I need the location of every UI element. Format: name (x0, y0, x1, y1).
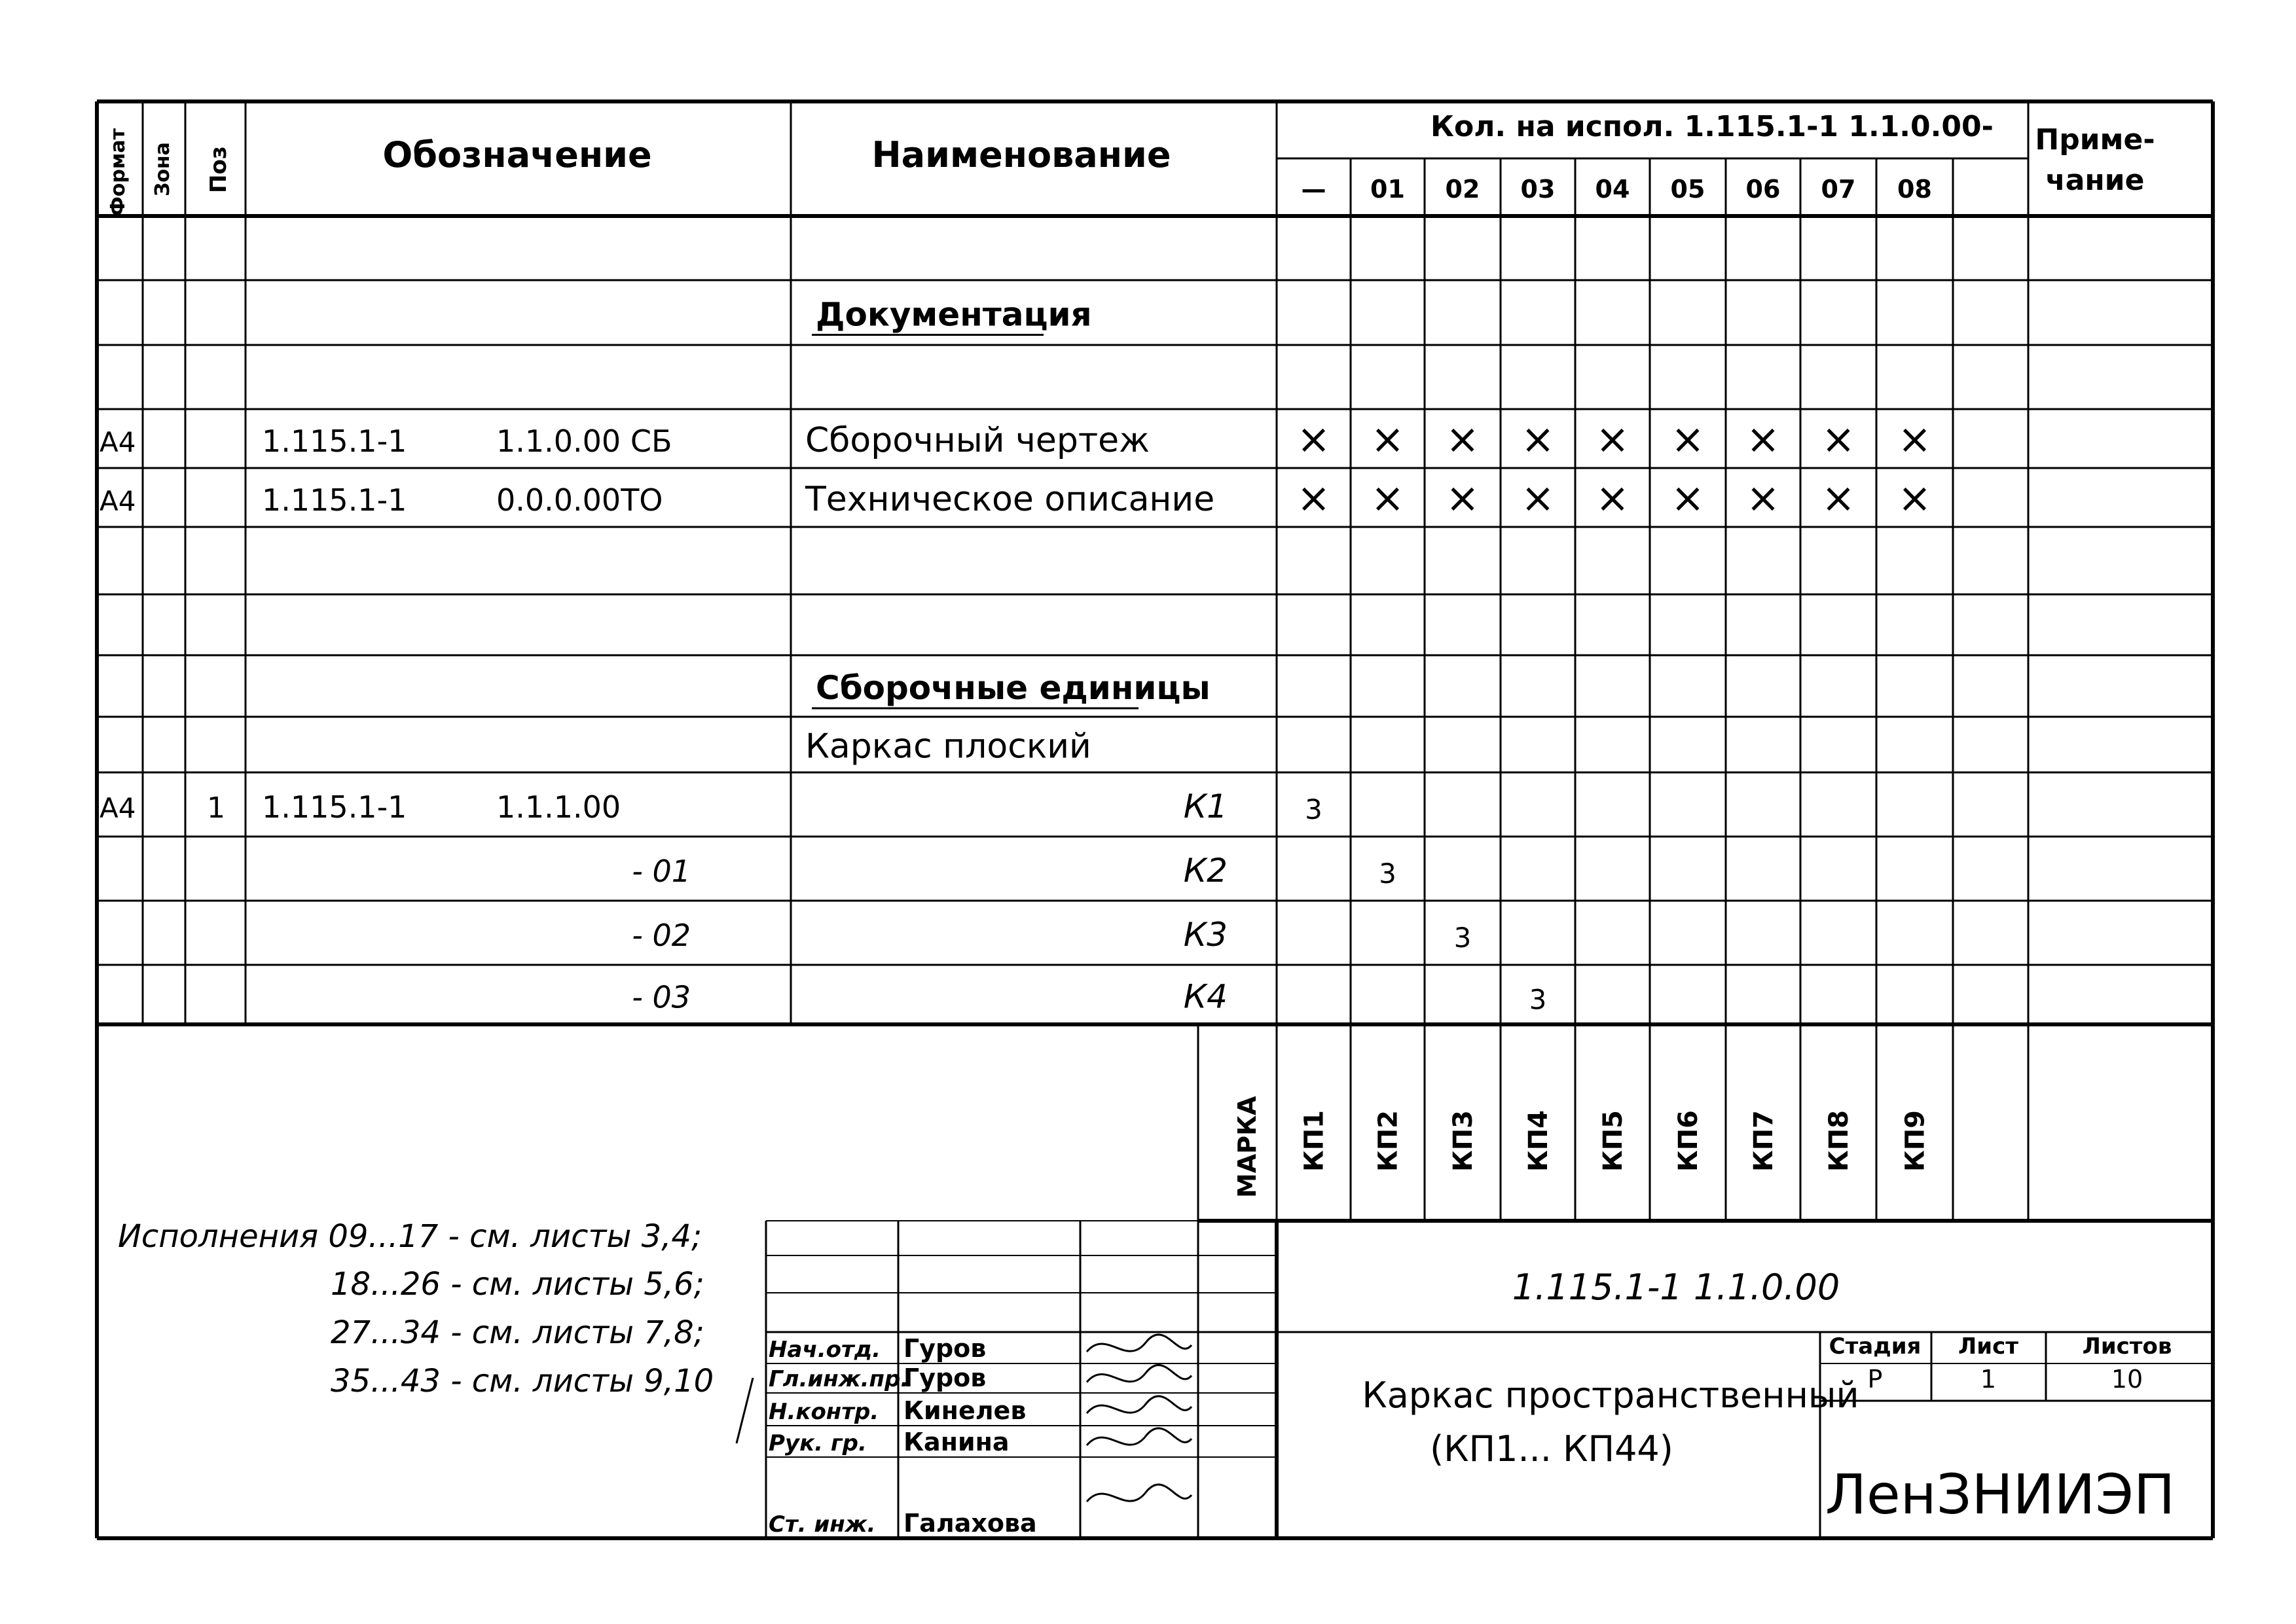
row-designation-suffix: - 02 (632, 918, 691, 953)
qty-value: × (1296, 415, 1331, 463)
header-format: Формат (107, 128, 130, 216)
stage-value: Р (1867, 1365, 1883, 1394)
signature-role: Н.контр. (769, 1399, 879, 1425)
note-line-2: 18...26 - см. листы 5,6; (331, 1266, 704, 1303)
mark-value: КП8 (1824, 1110, 1854, 1172)
variant-header: 02 (1445, 175, 1480, 204)
signature-block (769, 1334, 1192, 1538)
signature-name: Канина (903, 1428, 1010, 1456)
variant-header: 04 (1595, 175, 1630, 204)
note-line-1: Исполнения 09...17 - см. листы 3,4; (118, 1218, 702, 1255)
signature-role: Нач.отд. (769, 1337, 881, 1363)
row-designation-suffix: 1.1.0.00 СБ (496, 424, 672, 459)
handwritten-signature (1087, 1396, 1192, 1413)
qty-value: × (1671, 415, 1705, 463)
note-line-4: 35...43 - см. листы 9,10 (331, 1363, 714, 1399)
handwritten-signature (1087, 1365, 1192, 1382)
mark-value: КП7 (1749, 1110, 1779, 1172)
margin-stroke (737, 1378, 753, 1443)
qty-value: × (1296, 474, 1331, 522)
section-heading: Сборочные единицы (816, 669, 1211, 707)
table-header (107, 110, 2155, 216)
variant-header: — (1301, 175, 1326, 204)
qty-value: × (1671, 474, 1705, 522)
mark-value: КП2 (1373, 1110, 1404, 1172)
row-name: К4 (1183, 977, 1228, 1016)
mark-value: КП6 (1673, 1110, 1704, 1172)
header-pos: Поз (206, 146, 232, 193)
signature-role: Ст. инж. (769, 1511, 876, 1538)
row-designation-suffix: - 01 (632, 854, 691, 889)
row-name: К3 (1183, 916, 1228, 954)
variant-header: 08 (1897, 175, 1932, 204)
mark-value: КП5 (1598, 1110, 1628, 1172)
qty-value: × (1521, 415, 1555, 463)
qty-value: × (1446, 415, 1480, 463)
row-name: К1 (1183, 787, 1228, 825)
header-qty-title: Кол. на испол. 1.115.1-1 1.1.0.00- (1430, 110, 1994, 143)
qty-value: 3 (1529, 983, 1547, 1016)
sheets-label: Листов (2082, 1333, 2172, 1360)
qty-value: × (1446, 474, 1480, 522)
row-format: А4 (100, 426, 136, 458)
signature-name: Гуров (903, 1334, 987, 1363)
qty-value: × (1370, 415, 1405, 463)
row-designation: 1.115.1-1 (262, 482, 407, 518)
qty-value: × (1370, 474, 1405, 522)
row-designation: 1.115.1-1 (262, 424, 407, 459)
sheet-value: 1 (1980, 1365, 1997, 1394)
qty-value: 3 (1453, 922, 1472, 954)
qty-value: × (1746, 474, 1780, 522)
handwritten-signature (1087, 1485, 1192, 1502)
note-line-3: 27...34 - см. листы 7,8; (331, 1314, 704, 1351)
mark-value: КП3 (1448, 1110, 1478, 1172)
row-name: Сборочный чертеж (805, 421, 1150, 460)
variant-header: 01 (1370, 175, 1405, 204)
row-name: К2 (1183, 852, 1228, 890)
qty-value: 3 (1305, 793, 1322, 825)
signature-name: Гуров (903, 1363, 987, 1392)
signature-name: Галахова (903, 1509, 1037, 1538)
doc-number: 1.115.1-1 1.1.0.00 (1512, 1267, 1840, 1308)
mark-value: КП9 (1900, 1110, 1931, 1172)
header-designation: Обозначение (382, 134, 652, 175)
header-name: Наименование (871, 134, 1171, 175)
qty-value: × (1897, 415, 1932, 463)
row-designation: 1.115.1-1 (262, 789, 407, 825)
sheets-value: 10 (2111, 1365, 2143, 1394)
section-heading: Документация (816, 295, 1092, 334)
signature-name: Кинелев (903, 1396, 1027, 1425)
marks-label: МАРКА (1233, 1096, 1262, 1198)
mark-value: КП4 (1523, 1110, 1554, 1172)
header-zone: Зона (151, 142, 174, 196)
header-note-1: Приме- (2035, 123, 2155, 156)
execution-notes (118, 1218, 753, 1443)
title-line-2: (КП1... КП44) (1430, 1428, 1673, 1470)
signature-role: Рук. гр. (769, 1430, 867, 1456)
mark-value: КП1 (1299, 1110, 1330, 1172)
variant-header: 06 (1745, 175, 1781, 204)
row-designation-suffix: 1.1.1.00 (496, 789, 621, 825)
row-designation-suffix: - 03 (632, 979, 691, 1015)
qty-value: × (1595, 474, 1630, 522)
row-name: Каркас плоский (805, 727, 1091, 767)
qty-value: 3 (1379, 857, 1396, 890)
qty-value: × (1897, 474, 1932, 522)
row-format: А4 (100, 792, 136, 824)
handwritten-signature (1087, 1335, 1192, 1352)
handwritten-signature (1087, 1428, 1192, 1445)
row-position: 1 (207, 791, 225, 825)
row-format: А4 (100, 485, 136, 517)
qty-value: × (1746, 415, 1780, 463)
qty-value: × (1821, 474, 1855, 522)
variant-header: 03 (1520, 175, 1556, 204)
header-note-2: чание (2045, 164, 2145, 197)
sheet-label: Лист (1958, 1333, 2018, 1360)
qty-value: × (1821, 415, 1855, 463)
qty-value: × (1521, 474, 1555, 522)
signature-role: Гл.инж.пр. (769, 1366, 909, 1392)
stage-label: Стадия (1829, 1333, 1922, 1360)
marks-row (1233, 1096, 1931, 1198)
variant-header: 07 (1821, 175, 1856, 204)
variant-header: 05 (1670, 175, 1705, 204)
qty-value: × (1595, 415, 1630, 463)
organization: ЛенЗНИИЭП (1825, 1462, 2176, 1526)
title-line-1: Каркас пространственный (1362, 1375, 1859, 1416)
row-name: Техническое описание (805, 480, 1215, 519)
row-designation-suffix: 0.0.0.00ТО (496, 482, 663, 518)
title-block (1362, 1267, 2175, 1526)
